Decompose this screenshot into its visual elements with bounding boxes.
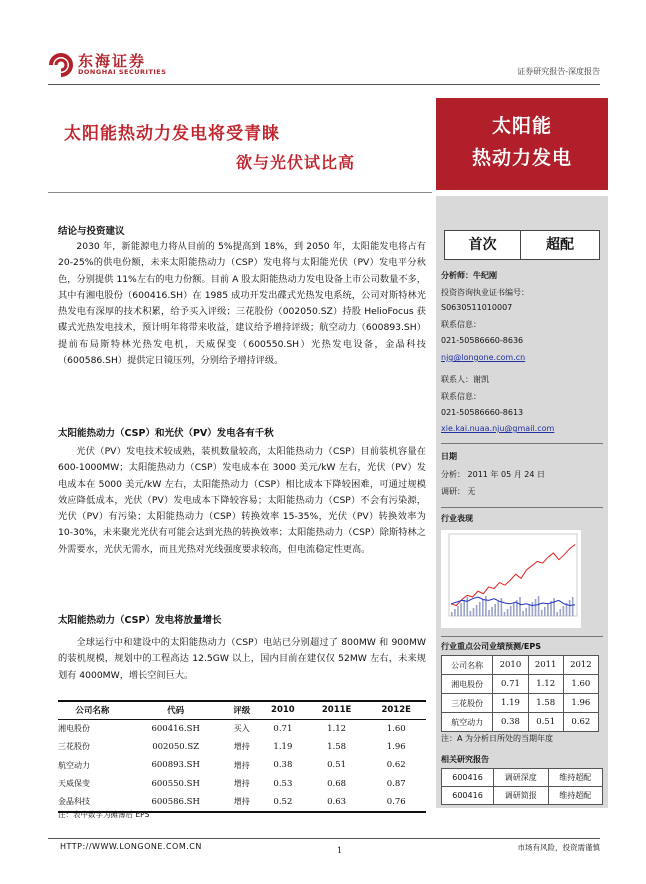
related-row[interactable] [442,769,603,787]
footer-divider [48,838,600,839]
volume-bar [556,612,558,616]
topic-box-line1: 太阳能 [491,115,552,137]
volume-bar [491,607,493,616]
stock-header-cell: 2011E [307,701,367,719]
stock-cell: 600893.SH [151,760,200,771]
eps-header-cell: 2012 [563,656,598,675]
survey-date: 调研： 无 [441,487,476,496]
volume-bar [532,602,534,616]
analyst-phone: 021-50586660-8636 [441,336,524,345]
stock-cell: 0.62 [386,760,406,771]
stock-cell: 0.51 [327,760,347,771]
stock-cell: 0.76 [366,793,426,812]
sidebar-divider [441,507,603,508]
related-cell: 600416 [442,787,494,805]
performance-heading: 行业表现 [441,514,473,523]
volume-bar [463,600,465,616]
eps-cell: 1.60 [563,675,598,694]
stock-cell: 1.58 [327,741,347,752]
sidebar-divider [441,636,603,637]
related-cell: 调研简报 [494,787,548,805]
title-divider [48,192,432,193]
topic-box-line2: 热动力发电 [471,147,572,169]
volume-bar [467,597,469,616]
stock-cell: 湘电股份 [58,724,90,733]
rating-first: 首次 [445,231,521,259]
stock-header-row [58,701,426,719]
stock-cell: 0.38 [273,760,293,771]
stock-cell: 600586.SH [127,793,225,812]
stock-cell: 0.52 [259,793,307,812]
volume-bar [535,599,537,616]
volume-bar [563,606,565,616]
volume-bar [572,597,574,616]
volume-bar [488,610,490,616]
volume-bar [485,596,487,616]
eps-cell: 1.12 [528,675,563,694]
volume-bar [482,599,484,616]
eps-cell: 三花股份 [442,694,493,713]
related-heading: 相关研究报告 [441,755,489,764]
volume-bar [538,596,540,616]
stock-header-cell: 代码 [127,701,225,719]
volume-bar [519,597,521,616]
report-type: 证券研究报告-深度报告 [517,67,600,76]
stock-row [58,738,426,757]
volume-bar [525,608,527,616]
cert-label: 投资咨询执业证书编号： [441,288,529,297]
stock-cell: 0.68 [327,778,347,789]
volume-bar [553,598,555,616]
stock-row [58,756,426,775]
volume-bar [541,610,543,616]
related-cell: 维持超配 [548,787,602,805]
stock-cell: 002050.SZ [152,741,200,752]
stock-cell: 0.63 [307,793,367,812]
volume-bar [507,609,509,616]
related-reports-table [441,768,603,805]
section-heading-conclusion: 结论与投资建议 [58,226,125,237]
sidebar-divider [441,443,603,444]
volume-bar [473,608,475,616]
page-number: 1 [337,846,343,855]
stock-cell: 增持 [225,793,259,812]
stock-cell: 增持 [233,760,250,770]
volume-bar [513,603,515,616]
volume-bar [451,612,453,616]
eps-cell: 湘电股份 [442,675,493,694]
disclaimer: 市场有风险，投资需谨慎 [517,843,600,852]
eps-cell: 1.96 [563,694,598,713]
eps-heading: 行业重点公司业绩预测/EPS [441,642,542,651]
stock-table [58,700,426,813]
volume-bar [498,601,500,616]
stock-header-cell: 公司名称 [58,701,127,719]
contact2-email-link[interactable]: xie.kai.nuaa.nju@gmail.com [441,424,555,433]
volume-bar [560,609,562,616]
related-row[interactable] [442,787,603,805]
eps-cell: 航空动力 [442,713,493,732]
eps-cell: 1.19 [493,694,528,713]
dates-heading: 日期 [441,452,457,461]
eps-header-row [442,656,599,675]
volume-bar [460,603,462,616]
volume-bar [476,605,478,616]
eps-cell: 0.62 [563,713,598,732]
volume-bar [510,606,512,616]
volume-bar [457,606,459,616]
volume-bar [501,598,503,616]
rating-overweight: 超配 [546,237,574,253]
stock-cell: 买入 [233,724,250,733]
stock-cell: 1.96 [386,741,406,752]
analyst-name: 分析师：牛纪刚 [441,271,497,280]
eps-header-cell: 2011 [528,656,563,675]
section-heading-comparison: 太阳能热动力（CSP）和光伏（PV）发电各有千秋 [58,428,274,439]
stock-cell: 0.71 [273,723,293,734]
related-cell: 调研深度 [494,769,548,787]
eps-header-cell: 2010 [493,656,528,675]
stock-cell: 金晶科技 [58,793,127,812]
related-cell: 维持超配 [548,769,602,787]
performance-chart [441,530,581,628]
stock-header-cell: 2012E [366,701,426,719]
section-paragraph-growth: 全球运行中和建设中的太阳能热动力（CSP）电站已分别超过了 800MW 和 900MW 的装机规模，规划中的工程高达 12.5GW 以上，国内目前在建仅仅 52MW 左右，未来规划有 4000MW，增长空间巨大。 [58,637,426,681]
contact-label: 联系信息： [441,320,481,329]
section-paragraph-conclusion: 2030 年，新能源电力将从目前的 5%提高到 18%，到 2050 年，太阳能发电将占有 20-25%的供电份额，未来太阳能热动力（CSP）发电将与太阳能光伏（PV）发电平分秋色，分别提供 11%左右的电力份额。目前 A 股太阳能热动力发电设备上市公司数量不多，其中有湘电股份（600416.SH）在 1985 成功开发出碟式光热发电系统，公司对斯特林光热发电有深厚的技术积累，给予买入评级；三花股份（002050.SZ）持股 HelioFocus 获碟式光热发电技术，预计明年将带来收益，建议给予增持评级；航空动力（600893.SH）提前布局斯特林光热发电机，天威保变（600550.SH）光热发电设备，金晶科技（600586.SH）提供定日镜压列，分别给予增持评级。 [58,241,426,367]
logo-cn: 东海证券 [78,52,147,70]
related-cell: 600416 [442,769,494,787]
section-heading-growth: 太阳能热动力（CSP）发电将放量增长 [58,615,222,626]
stock-cell: 航空动力 [58,760,90,770]
volume-bar [547,604,549,616]
footer-url-link[interactable]: HTTP://WWW.LONGONE.COM.CN [60,842,202,851]
stock-cell: 1.19 [273,741,293,752]
rating-box [444,230,600,260]
eps-header-cell: 公司名称 [442,656,493,675]
volume-bar [522,611,524,616]
eps-row [442,675,599,694]
volume-bar [479,602,481,616]
eps-table [441,655,599,732]
stock-cell: 增持 [233,779,250,789]
report-subtitle: 欲与光伏试比高 [236,153,356,172]
stock-cell: 三花股份 [58,742,90,752]
stock-cell: 0.87 [386,778,406,789]
logo-en: DONGHAI SECURITIES [78,68,167,76]
eps-cell: 0.71 [493,675,528,694]
stock-cell: 600550.SH [151,778,200,789]
contact2-phone: 021-50586660-8613 [441,408,524,417]
stock-cell: 600416.SH [151,723,200,734]
volume-bar [504,612,506,616]
analyst-email-link[interactable]: njg@longone.com.cn [441,353,526,362]
eps-cell: 0.51 [528,713,563,732]
contact2-name: 联系人：谢凯 [441,375,489,384]
table-note: 注：表中数字为摊薄后 EPS [58,810,150,819]
report-title: 太阳能热动力发电将受青睐 [64,124,280,144]
eps-cell: 0.38 [493,713,528,732]
section-paragraph-comparison: 光伏（PV）发电技术较成熟，装机数量较高，太阳能热动力（CSP）目前装机容量在 600-1000MW；太阳能热动力（CSP）发电成本在 3000 美元/kW 左右，光伏（PV）发电成本在 5000 美元/kW 左右，太阳能热动力（CSP）相比成本下降较困难，可通过规模效应降低成本，光伏（PV）发电成本下降较容易；太阳能热动力（CSP）不会有污染源，光伏（PV）有污染；太阳能热动力（CSP）转换效率 15-35%，光伏（PV）转换效率为 10-30%，未来聚光光伏有可能会达到光热的转换效率；太阳能热动力（CSP）除斯特林之外需要水，光伏无需水，而且光热对光线强度要求较高，但电流稳定性更高。 [58,446,426,555]
stock-cell: 1.60 [386,723,406,734]
analysis-date: 分析： 2011 年 05 月 24 日 [441,470,545,479]
eps-row [442,694,599,713]
volume-bar [544,607,546,616]
stock-row [58,775,426,794]
stock-header-cell: 评级 [225,701,259,719]
volume-bar [470,611,472,616]
eps-note: 注：A 为分析日所处的当期年度 [441,734,554,743]
series-line-industry [451,545,575,606]
logo-mark-icon [48,52,74,78]
stock-row [58,719,426,738]
eps-row [442,713,599,732]
volume-bar [494,604,496,616]
header-divider [48,84,600,85]
stock-cell: 0.53 [273,778,293,789]
cert-number: S0630511010007 [441,303,513,312]
stock-header-cell: 2010 [259,701,307,719]
logo [48,50,188,80]
volume-bar [569,600,571,616]
volume-bar [529,605,531,616]
stock-cell: 天威保变 [58,779,90,789]
volume-bar [454,609,456,616]
topic-box [436,98,608,190]
contact2-label: 联系信息： [441,392,481,401]
stock-cell: 1.12 [327,723,347,734]
eps-cell: 1.58 [528,694,563,713]
stock-cell: 增持 [233,742,250,752]
